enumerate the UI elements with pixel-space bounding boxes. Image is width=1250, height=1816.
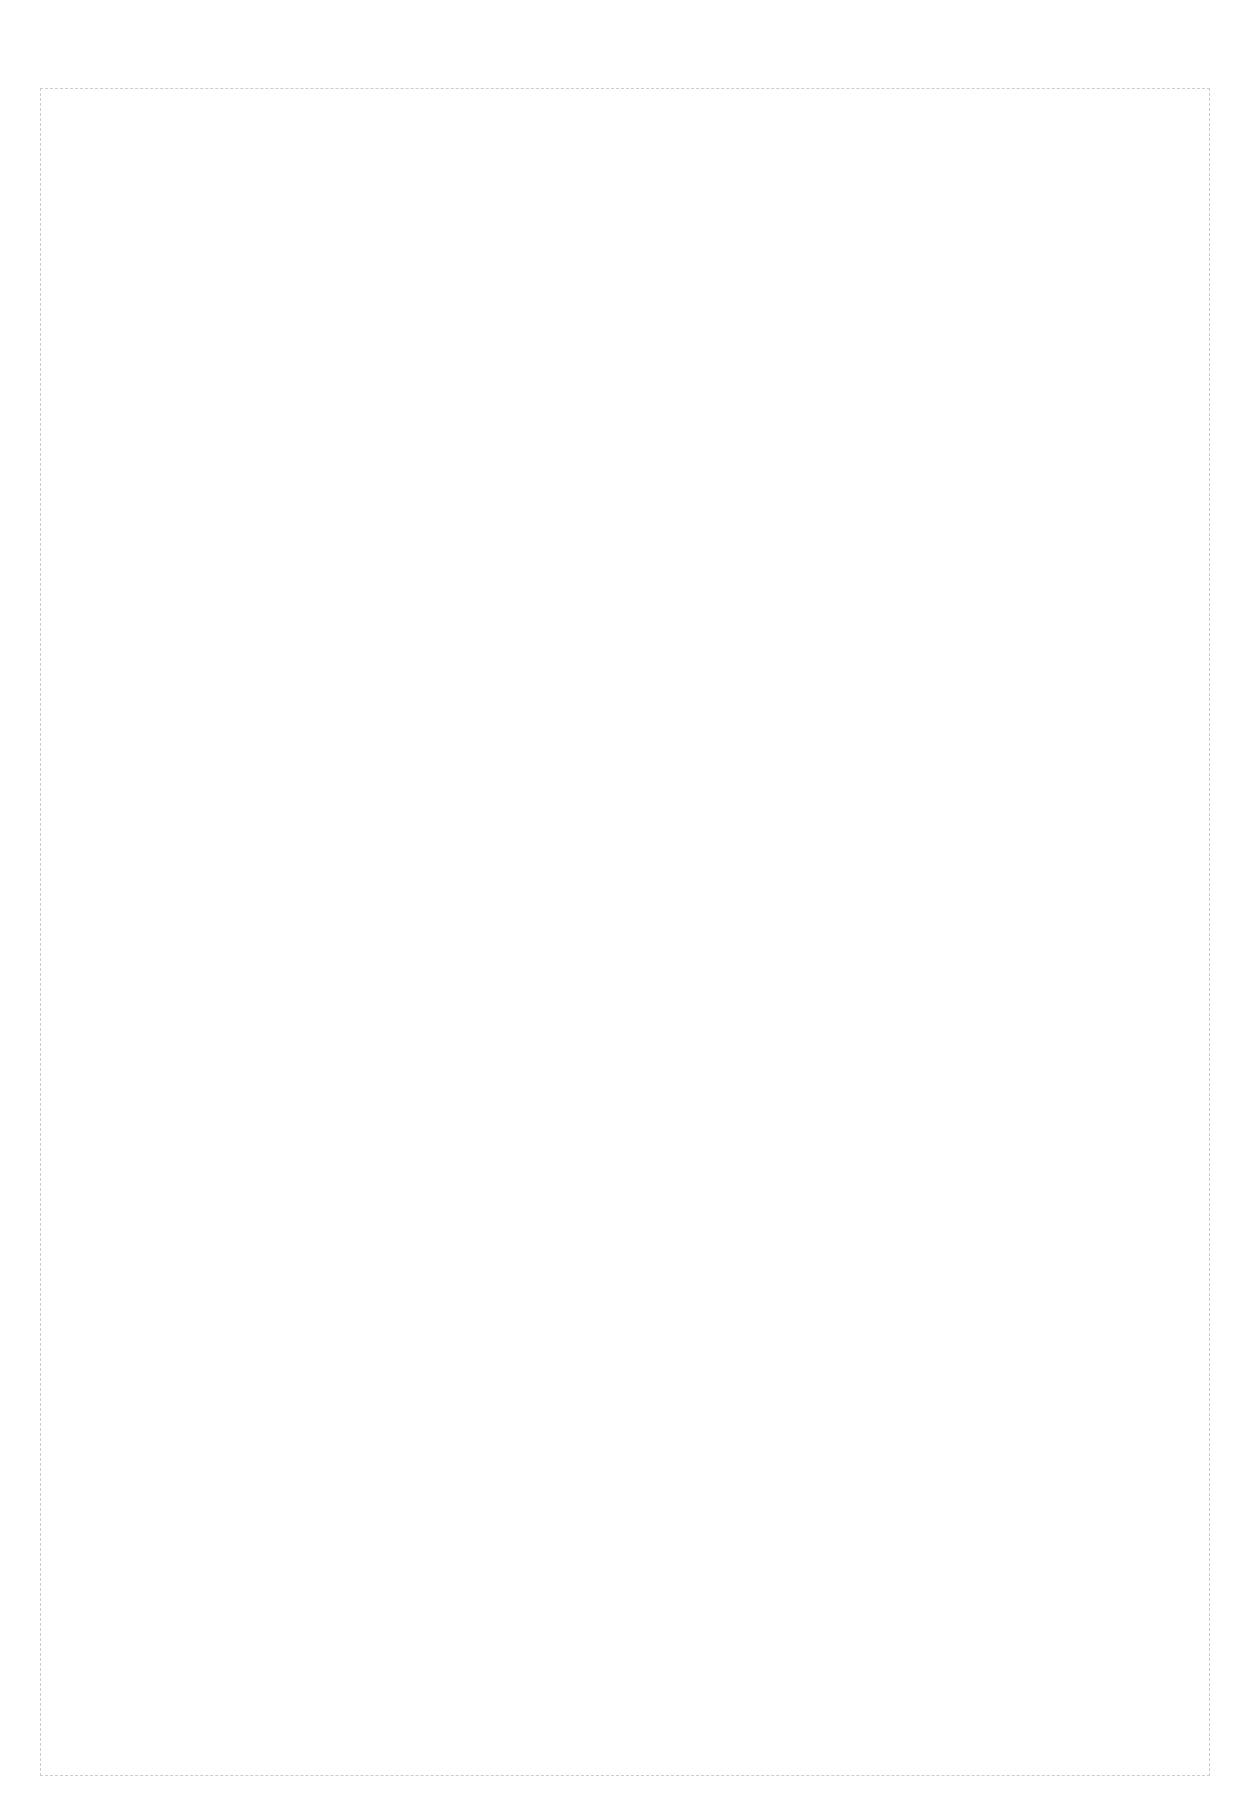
page-title — [40, 40, 1210, 72]
content-area — [40, 88, 1210, 1776]
